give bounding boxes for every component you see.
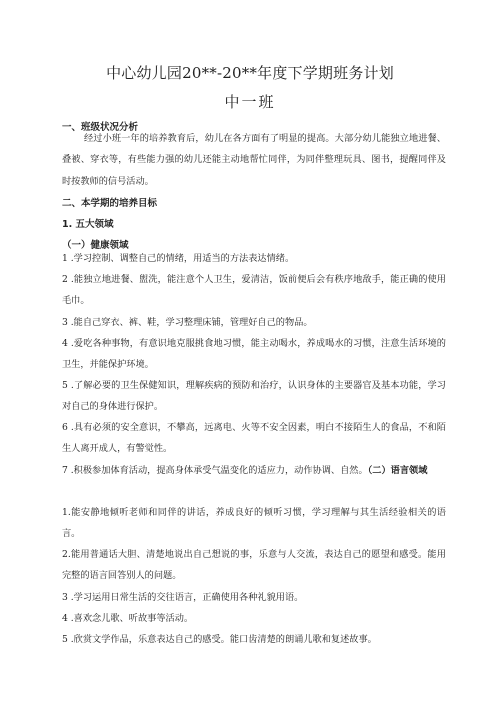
document-title: 中心幼儿园20**-20**年度下学期班务计划	[106, 64, 394, 82]
health-item-5: 5 .了解必要的卫生保健知识，理解疾病的预防和治疗，认识身体的主要器官及基本功能，学习对自己的身体进行保护。	[62, 380, 446, 413]
language-item-1: 1.能安静地倾听老师和同伴的讲话，养成良好的倾听习惯，学习理解与其生活经验相关的语言。	[62, 507, 446, 540]
class-analysis-paragraph: 经过小班一年的培养教育后，幼儿在各方面有了明显的提高。大部分幼儿能独立地进餐、叠被、穿衣等，有些能力强的幼儿还能主动地帮忙同伴，为同伴整理玩具、图书，提醒同伴及时按教师的信号活动。	[62, 133, 446, 187]
section-heading-goals: 二、本学期的培养目标	[62, 198, 158, 209]
health-item-7-text: 7 .积极参加体育活动，提高身体承受气温变化的适应力，动作协调、自然。	[62, 465, 368, 476]
health-item-7	[62, 460, 446, 481]
subheading-five-domains: 1. 五大领域	[62, 219, 114, 230]
section-heading-class-analysis: 一、班级状况分析	[62, 122, 139, 133]
health-item-2: 2 .能独立地进餐、盥洗，能注意个人卫生，爱清洁，饭前便后会有秩序地敌手，能正确的使用毛巾。	[62, 274, 446, 307]
health-item-6: 6 .具有必须的安全意识，不攀高，远离电、火等不安全因素，明白不接陌生人的食品，不和陌生人离开成人，有警觉性。	[62, 422, 446, 455]
language-item-2: 2.能用普通话大胆、清楚地说出自己想说的事，乐意与人交流，表达自己的愿望和感受。能用完整的语言回答别人的问题。	[62, 549, 446, 582]
health-item-3: 3 .能自己穿衣、裤、鞋，学习整理床铺，管理好自己的物品。	[62, 317, 313, 328]
health-domain-heading: （一）健康领域	[62, 240, 129, 251]
language-domain-heading: （二）语言领域	[367, 465, 428, 476]
language-item-4: 4 .喜欢念儿歌、听故事等活动。	[62, 613, 194, 624]
health-item-1: 1 .学习控制、调整自己的情绪，用适当的方法表达情绪。	[62, 253, 295, 264]
health-item-4: 4 .爱吃各种事物，有意识地克服挑食地习惯，能主动喝水，养成喝水的习惯，注意生活环境的卫生，并能保护环境。	[62, 338, 446, 371]
language-item-3: 3 .学习运用日常生活的交往语言，正确使用各种礼貌用语。	[62, 592, 304, 603]
class-name: 中一班	[224, 93, 276, 111]
language-item-5: 5 .欣赏文学作品，乐意表达自己的感受。能口齿清楚的朗诵儿歌和复述故事。	[62, 634, 377, 645]
